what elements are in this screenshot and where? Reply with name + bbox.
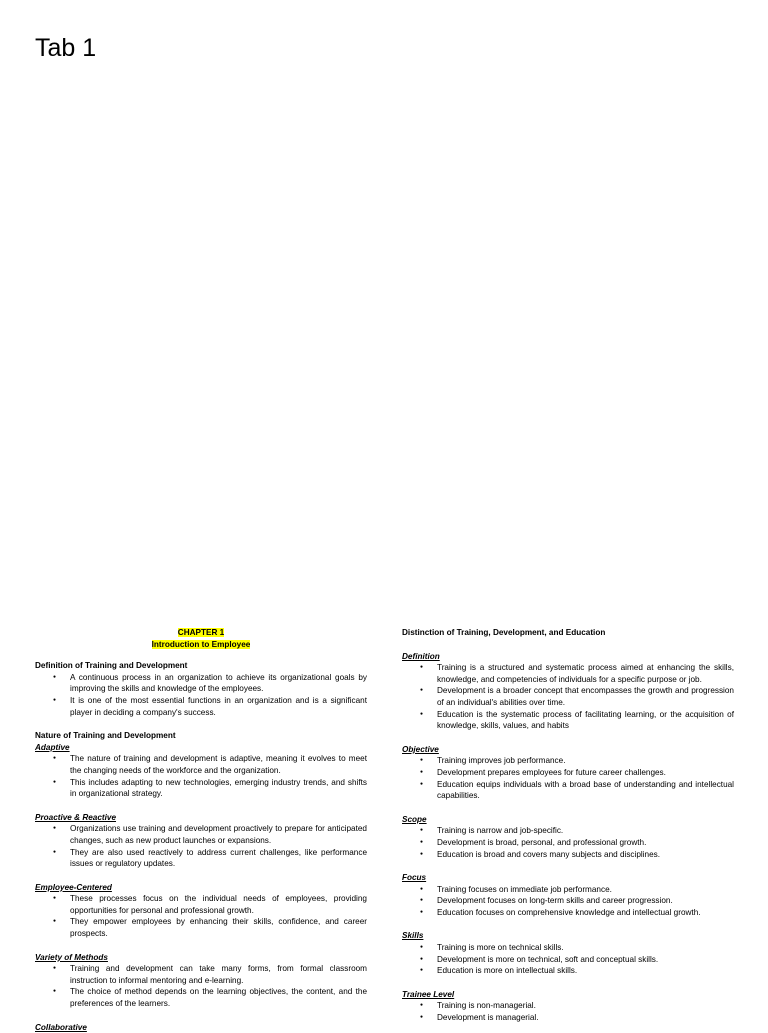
- skills-list: [402, 942, 734, 977]
- focus-list: [402, 884, 734, 919]
- section-title-focus: Focus: [402, 873, 427, 883]
- list-item: ● Education is the systematic process of facilitating learning, or the acquisition of knowledge, skills, values, and habits: [437, 709, 734, 732]
- list-item: ● Education is more on intellectual skills.: [437, 965, 734, 977]
- proactive-list: [35, 823, 367, 869]
- list-item: ● The choice of method depends on the learning objectives, the content, and the preferences of the learners.: [70, 986, 367, 1009]
- definition-compare-list: [402, 662, 734, 732]
- distinction-heading: Distinction of Training, Development, and Education: [402, 628, 606, 637]
- section-title-scope: Scope: [402, 814, 427, 824]
- right-column: [402, 627, 734, 1024]
- definition-list: [35, 672, 367, 718]
- section-title-variety: Variety of Methods: [35, 952, 108, 962]
- variety-list: [35, 963, 367, 1009]
- definition-heading: Definition of Training and Development: [35, 661, 188, 671]
- list-item: ● Training is non-managerial.: [437, 1000, 734, 1012]
- list-item: ● Education is broad and covers many subjects and disciplines.: [437, 849, 734, 861]
- list-item: ● Training is narrow and job-specific.: [437, 825, 734, 837]
- list-item: ● Education equips individuals with a broad base of understanding and intellectual capabilities.: [437, 779, 734, 802]
- list-item: ● Training and development can take many forms, from formal classroom instruction to informal mentoring and e-learning.: [70, 963, 367, 986]
- list-item: ● Development focuses on long-term skills and career progression.: [437, 895, 734, 907]
- section-title-definition: Definition: [402, 651, 440, 661]
- list-item: ● These processes focus on the individual needs of employees, providing opportunities for personal and professional growth.: [70, 893, 367, 916]
- list-item: ● Development is broad, personal, and professional growth.: [437, 837, 734, 849]
- list-item: ● Training is a structured and systematic process aimed at enhancing the skills, knowledge, and competencies of individuals for a specific purpose or job.: [437, 662, 734, 685]
- list-item: ● Development is more on technical, soft and conceptual skills.: [437, 954, 734, 966]
- list-item: ● Organizations use training and development proactively to prepare for anticipated changes, such as new product launches or expansions.: [70, 823, 367, 846]
- chapter-title: Introduction to Employee: [151, 639, 251, 649]
- list-item: ● A continuous process in an organization to achieve its organizational goals by improving the skills and knowledge of the employees.: [70, 672, 367, 695]
- list-item: ● Education focuses on comprehensive knowledge and intellectual growth.: [437, 907, 734, 919]
- employee-centered-list: [35, 893, 367, 939]
- nature-heading: Nature of Training and Development: [35, 731, 176, 741]
- list-item: ● They are also used reactively to address current challenges, like performance issues or regulatory updates.: [70, 847, 367, 870]
- section-title-skills: Skills: [402, 931, 424, 941]
- section-title-collaborative: Collaborative: [35, 1022, 87, 1032]
- list-item: ● Development prepares employees for future career challenges.: [437, 767, 734, 779]
- adaptive-list: [35, 753, 367, 799]
- section-title-trainee-level: Trainee Level: [402, 989, 455, 999]
- left-column: [35, 627, 367, 1033]
- scope-list: [402, 825, 734, 860]
- section-title-objective: Objective: [402, 744, 439, 754]
- objective-list: [402, 755, 734, 801]
- section-title-adaptive: Adaptive: [35, 742, 70, 752]
- trainee-level-list: [402, 1000, 734, 1023]
- list-item: ● Training focuses on immediate job performance.: [437, 884, 734, 896]
- list-item: ● It is one of the most essential functions in an organization and is a significant player in deciding a company's success.: [70, 695, 367, 718]
- list-item: ● The nature of training and development is adaptive, meaning it evolves to meet the changing needs of the workforce and the organization.: [70, 753, 367, 776]
- tab-title: Tab 1: [35, 34, 97, 62]
- list-item: ● Training is more on technical skills.: [437, 942, 734, 954]
- list-item: ● They empower employees by enhancing their skills, confidence, and career prospects.: [70, 916, 367, 939]
- section-title-employee-centered: Employee-Centered: [35, 882, 112, 892]
- list-item: ● Development is managerial.: [437, 1012, 734, 1024]
- chapter-label: CHAPTER 1: [177, 628, 225, 637]
- list-item: ● This includes adapting to new technologies, emerging industry trends, and shifts in organizational strategy.: [70, 777, 367, 800]
- list-item: ● Training improves job performance.: [437, 755, 734, 767]
- section-title-proactive: Proactive & Reactive: [35, 812, 117, 822]
- list-item: ● Development is a broader concept that encompasses the growth and progression of an individual's abilities over time.: [437, 685, 734, 708]
